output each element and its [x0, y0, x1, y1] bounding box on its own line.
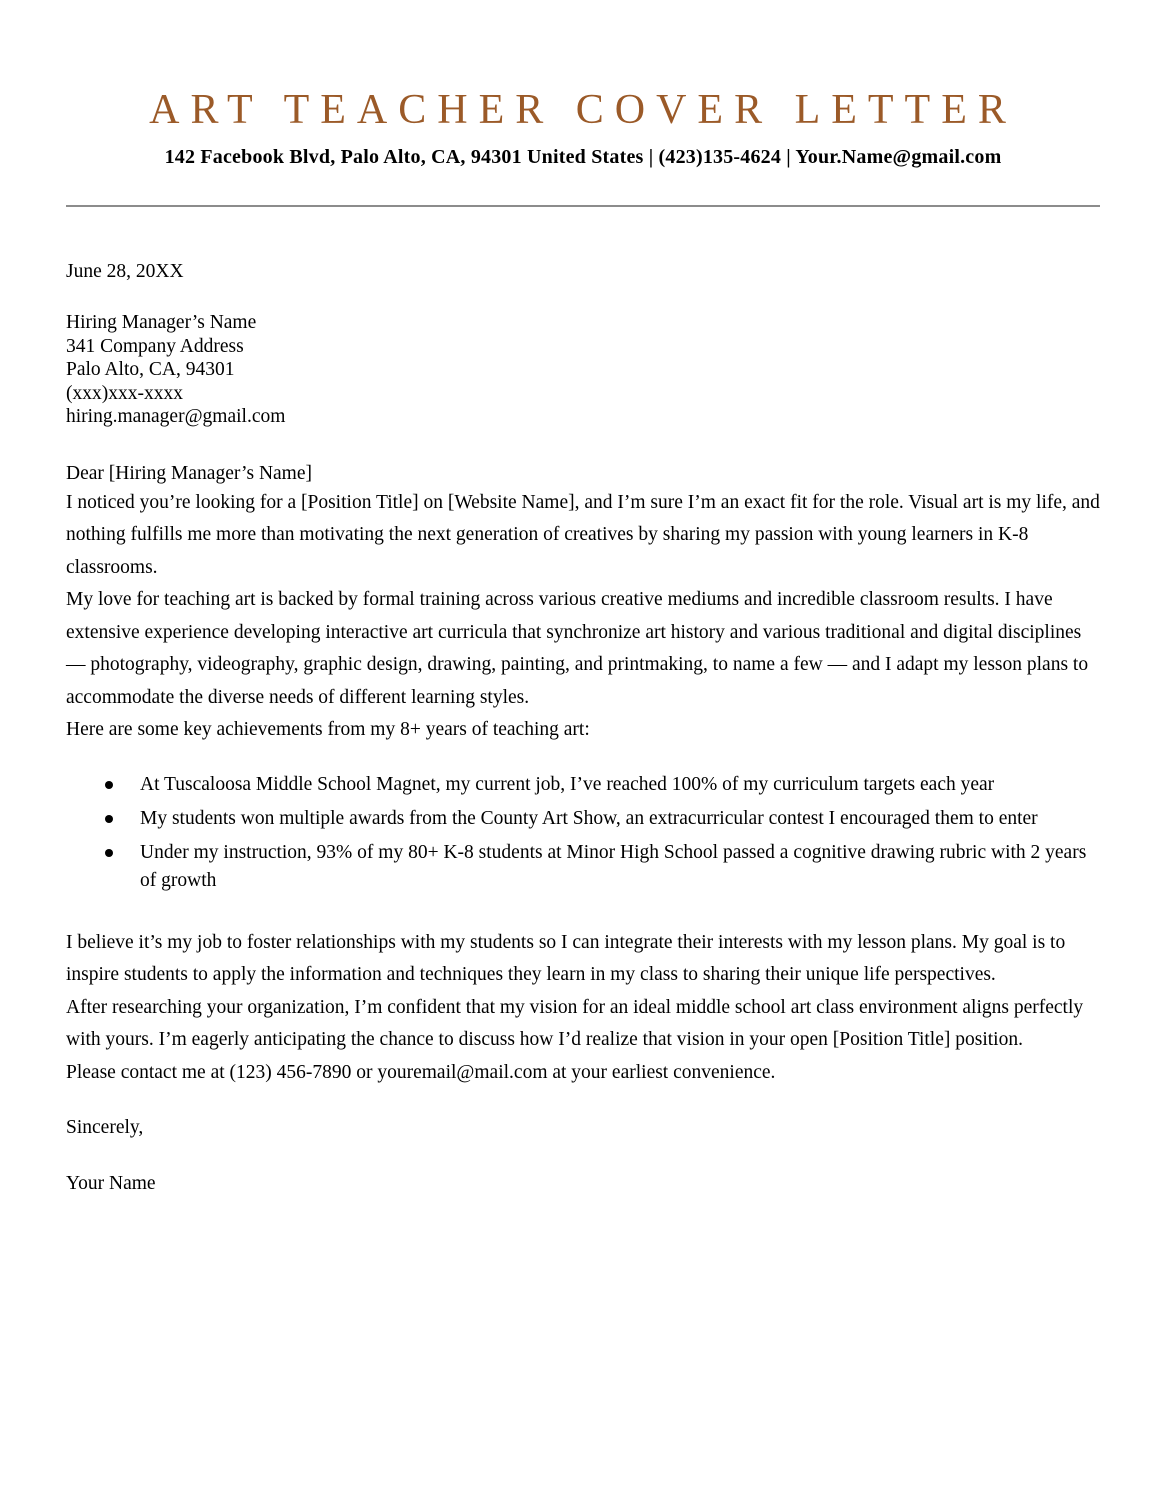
greeting: Dear [Hiring Manager’s Name] — [66, 462, 312, 484]
paragraph-opening: I noticed you’re looking for a [Position Title] on [Website Name], and I’m sure I’m an exact fit for the role. Visual art is my life, and nothing fulfills me more than motivating the next generation of creatives by sharing my passion with young learners in K-8 classrooms. — [66, 491, 1100, 578]
paragraph-contact-request: Please contact me at (123) 456-7890 or youremail@mail.com at your earliest convenience. — [66, 1061, 776, 1083]
bullet-icon — [105, 815, 113, 823]
sender-contact-line: 142 Facebook Blvd, Palo Alto, CA, 94301 United States | (423)135-4624 | Your.Name@gmail.com — [164, 146, 1002, 169]
page-title: ART TEACHER COVER LETTER — [149, 87, 1017, 133]
bullet-icon — [105, 781, 113, 789]
paragraph-vision: After researching your organization, I’m confident that my vision for an ideal middle school art class environment aligns perfectly with yours. I’m eagerly anticipating the chance to discuss how I’d realize that vision in your open [Position Title] position. — [66, 996, 1084, 1051]
signature-name: Your Name — [66, 1173, 156, 1195]
recipient-email: hiring.manager@gmail.com — [66, 406, 286, 428]
paragraph-philosophy: I believe it’s my job to foster relationships with my students so I can integrate their interests with my lesson plans. My goal is to inspire students to apply the information and techniques they learn in my class to sharing their unique life perspectives. — [66, 931, 1066, 986]
closing: Sincerely, — [66, 1117, 144, 1139]
recipient-phone: (xxx)xxx-xxxx — [66, 382, 183, 404]
recipient-city: Palo Alto, CA, 94301 — [66, 359, 235, 381]
achievements-intro: Here are some key achievements from my 8+ years of teaching art: — [66, 719, 590, 741]
achievements-list — [66, 771, 1100, 895]
letter-body — [0, 259, 1166, 1197]
achievement-text: Under my instruction, 93% of my 80+ K-8 students at Minor High School passed a cognitive drawing rubric with 2 years of growth — [140, 841, 1087, 891]
list-item — [66, 839, 1100, 895]
list-item — [66, 805, 1100, 833]
achievement-text: At Tuscaloosa Middle School Magnet, my current job, I’ve reached 100% of my curriculum targets each year — [140, 773, 995, 795]
bullet-icon — [105, 849, 113, 857]
letter-header — [0, 0, 1166, 169]
recipient-address: 341 Company Address — [66, 335, 244, 357]
achievement-text: My students won multiple awards from the County Art Show, an extracurricular contest I encouraged them to enter — [140, 807, 1038, 829]
header-divider — [66, 205, 1100, 207]
list-item — [66, 771, 1100, 799]
paragraph-experience: My love for teaching art is backed by formal training across various creative mediums and incredible classroom results. I have extensive experience developing interactive art curricula that synchronize art history and various traditional and digital disciplines — photography, videography, graphic design, drawing, painting, and printmaking, to name a few — and I adapt my lesson plans to accommodate the diverse needs of different learning styles. — [66, 589, 1089, 708]
recipient-block — [66, 311, 1100, 429]
date-line: June 28, 20XX — [66, 261, 184, 283]
recipient-name: Hiring Manager’s Name — [66, 312, 257, 334]
